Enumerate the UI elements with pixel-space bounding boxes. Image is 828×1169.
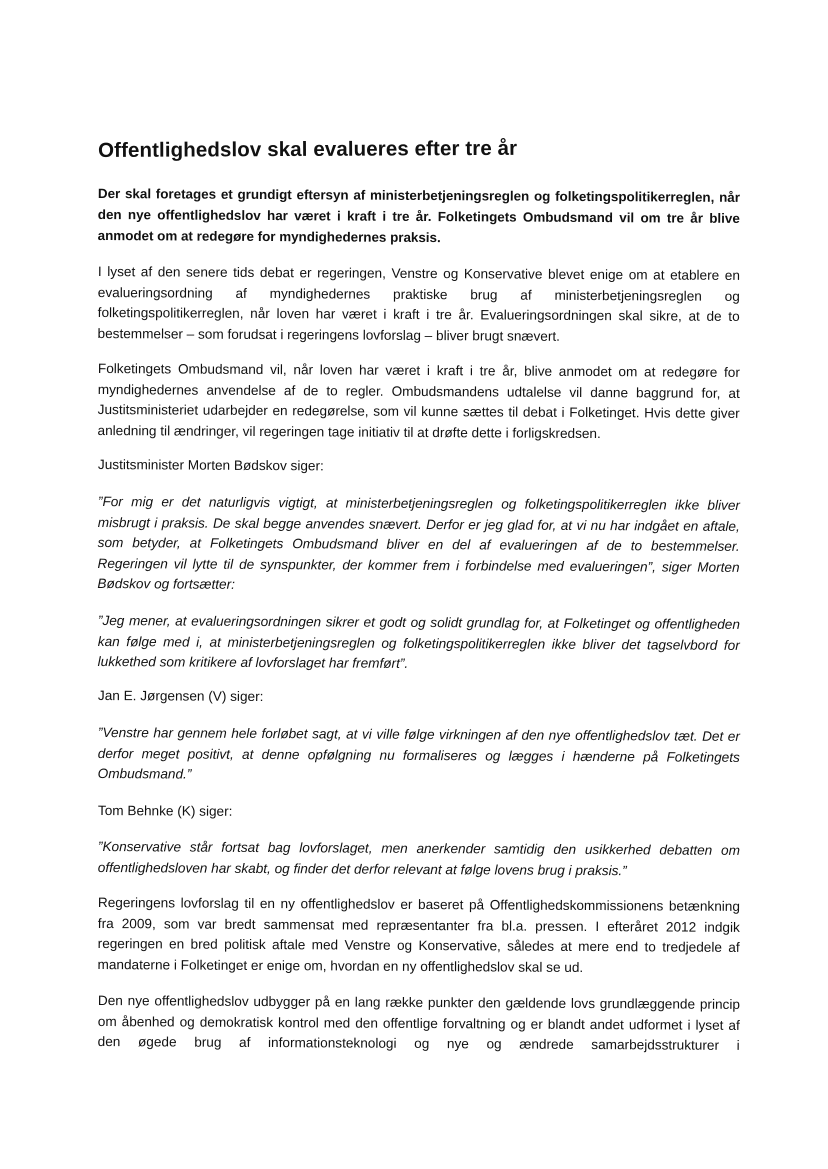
lead-paragraph: Der skal foretages et grundigt eftersyn af ministerbetjeningsreglen og folketingspolitikerreglen, når den nye offentlighedslov har været i kraft i tre år. Folketingets Ombudsmand vil om tre år blive anmodet om at redegøre for myndighedernes praksis. [97, 185, 740, 245]
quote-bodskov-2: ”Jeg mener, at evalueringsordningen sikrer et godt og solidt grundlag for, at Folketinget og offentligheden kan følge med i, at ministerbetjeningsreglen og folketingspolitikerreglen ikke bliver det tagselvbord for lukkethed som kritikere af lovforslaget har fremført”. [97, 612, 740, 671]
body-paragraph-1: I lyset af den senere tids debat er regeringen, Venstre og Konservative blevet enige om at etablere en evalueringsordning af myndighedernes praktiske brug af ministerbetjeningsreglen og folketingspolitikerreglen, når loven har været i kraft i tre år. Evalueringsordningen skal sikre, at de to bestemmelser – som forudsat i regeringens lovforslag – bliver brugt snævert. [97, 264, 740, 344]
body-paragraph-final: Den nye offentlighedslov udbygger på en lang række punkter den gældende lovs grundlæggende princip om åbenhed og demokratisk kontrol med den offentlige forvaltning og er blandt andet udformet i lyset af den øgede brug af informationsteknologi og nye og ændrede samarbejdsstrukturer i [97, 993, 740, 1054]
quote-bodskov-1: ”For mig er det naturligvis vigtigt, at ministerbetjeningsreglen og folketingspolitikerreglen ikke bliver misbrugt i praksis. De skal begge anvendes snævert. Derfor er jeg glad for, at vi nu har indgået en aftale, som betyder, at Folketingets Ombudsmand bliver en del af evalueringen af de to bestemmelser. Regeringen vil lytte til de synspunkter, der kommer frem i forbindelse med evalueringen”, siger Morten Bødskov og fortsætter: [97, 493, 740, 592]
page-title: Offentlighedslov skal evalueres efter tre år [98, 136, 518, 162]
quote-jorgensen: ”Venstre har gennem hele forløbet sagt, at vi ville følge virkningen af den nye offentlighedslov tæt. Det er derfor meget positivt, at denne opfølgning nu formaliseres og lægges i hænderne på Folketingets Ombudsmand.” [97, 725, 740, 782]
body-paragraph-background: Regeringens lovforslag til en ny offentlighedslov er baseret på Offentlighedskommissionens betænkning fra 2009, som var bredt sammensat med repræsentanter fra bl.a. pressen. I efteråret 2012 indgik regeringen en bred politisk aftale med Venstre og Konservative, således at mere end to tredjedele af mandaterne i Folketinget er enige om, hvordan en ny offentlighedslov skal se ud. [97, 894, 740, 975]
body-paragraph-2: Folketingets Ombudsmand vil, når loven har været i kraft i tre år, blive anmodet om at redegøre for myndighedernes anvendelse af de to regler. Ombudsmandens udtalelse vil danne baggrund for, at Justitsministeriet udarbejder en redegørelse, som vil kunne sættes til debat i Folketinget. Hvis dette giver anledning til ændringer, vil regeringen tage initiativ til at drøfte dette i forligskredsen. [97, 360, 740, 441]
speaker-line-jorgensen: Jan E. Jørgensen (V) siger: [97, 688, 264, 705]
document-page [84, 128, 740, 1053]
speaker-line-behnke: Tom Behnke (K) siger: [97, 802, 233, 819]
quote-behnke: ”Konservative står fortsat bag lovforslaget, men anerkender samtidig den usikkerhed debatten om offentlighedsloven har skabt, og finder det derfor relevant at følge lovens brug i praksis.” [97, 839, 740, 879]
speaker-line-bodskov: Justitsminister Morten Bødskov siger: [97, 457, 324, 474]
